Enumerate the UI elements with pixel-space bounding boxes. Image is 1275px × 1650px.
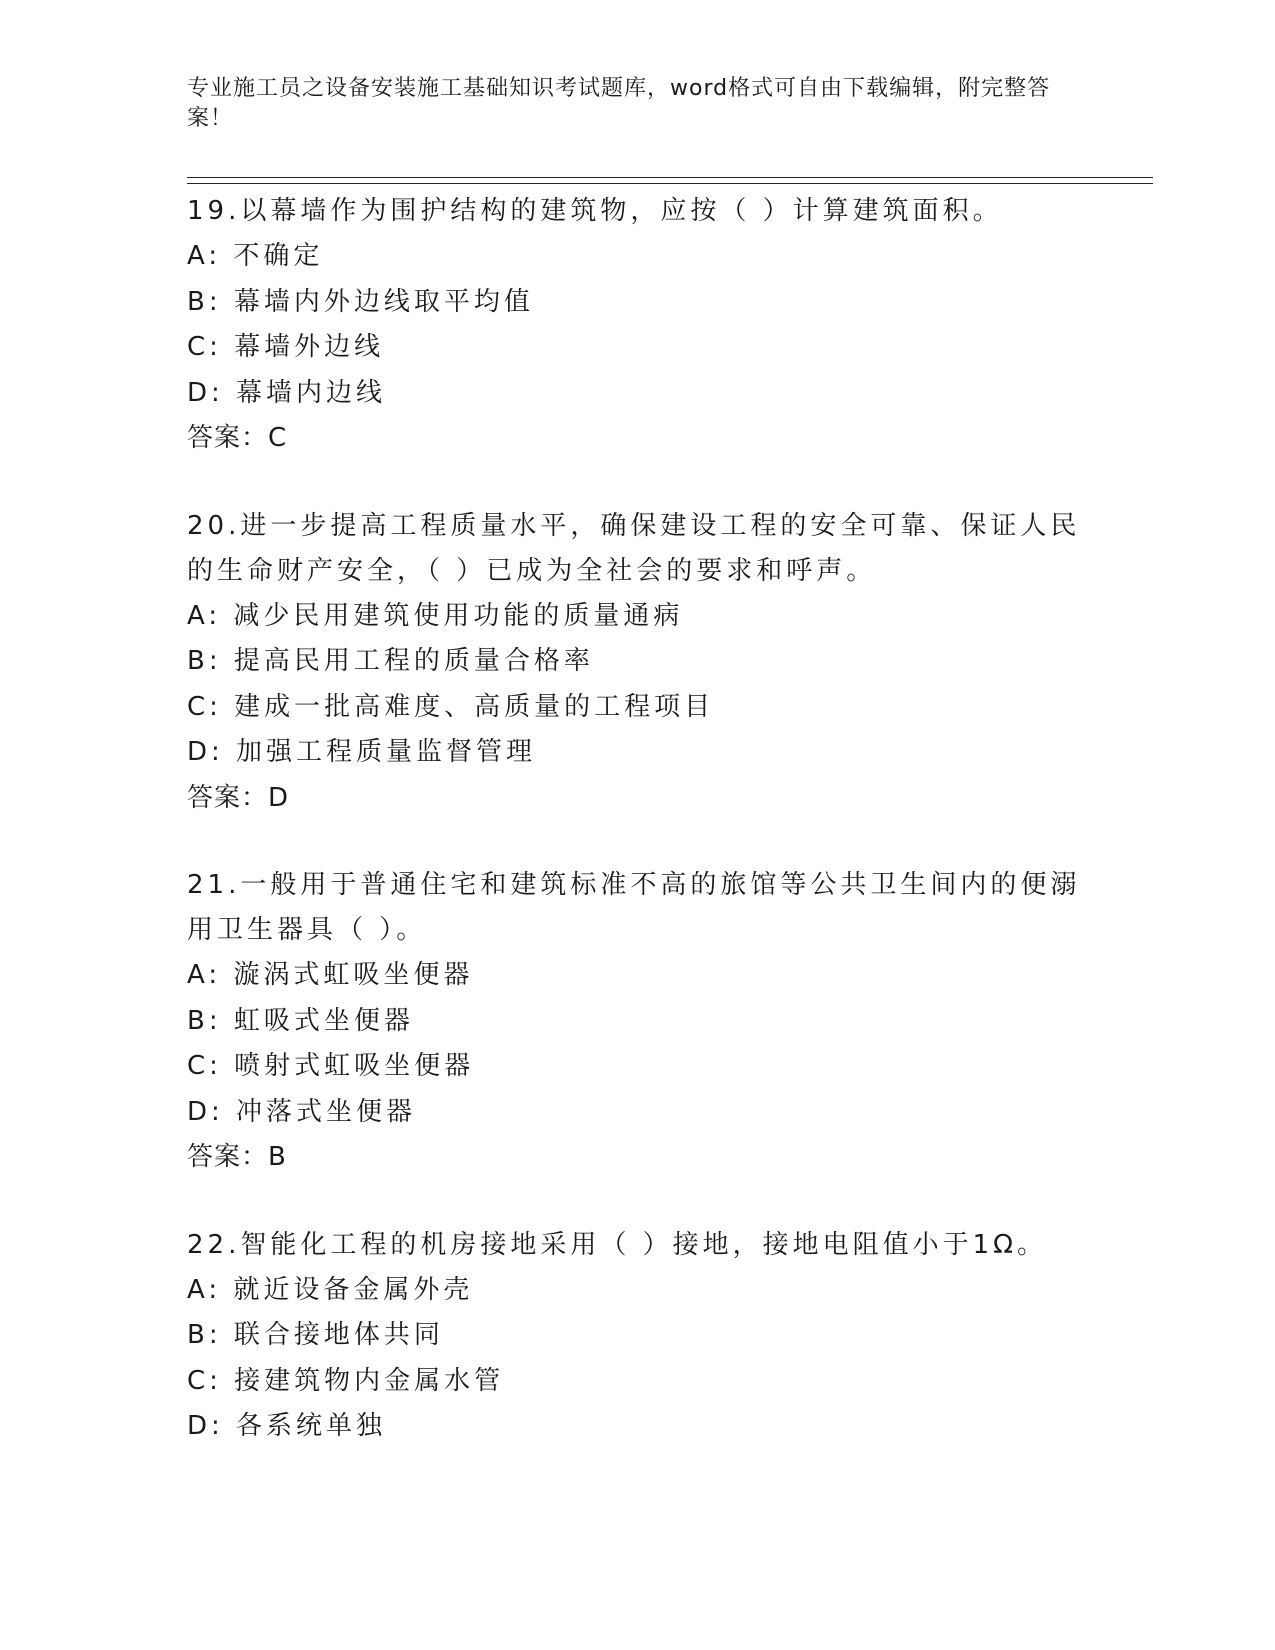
question-21 (187, 863, 1087, 1181)
option-d: D: 幕墙内边线 (187, 377, 387, 408)
question-list (187, 189, 1087, 1492)
option-c: C: 幕墙外边线 (187, 332, 385, 362)
header-divider-bottom (187, 183, 1153, 184)
option-c: C: 建成一批高难度、高质量的工程项目 (187, 691, 715, 722)
answer: 答案：B (187, 1142, 287, 1172)
option-c: C: 接建筑物内金属水管 (187, 1365, 505, 1396)
answer: 答案：C (187, 423, 288, 453)
question-stem: 20.进一步提高工程质量水平，确保建设工程的安全可靠、保证人民的生命财产安全，（ ）已成为全社会的要求和呼声。 (187, 510, 1081, 586)
option-a: A: 减少民用建筑使用功能的质量通病 (187, 600, 684, 631)
question-20 (187, 504, 1087, 822)
option-a: A: 不确定 (187, 241, 324, 271)
question-19 (187, 189, 1087, 462)
question-22 (187, 1223, 1087, 1450)
option-b: B: 联合接地体共同 (187, 1320, 444, 1350)
question-stem: 22.智能化工程的机房接地采用（ ）接地，接地电阻值小于1Ω。 (187, 1229, 1048, 1260)
option-b: B: 提高民用工程的质量合格率 (187, 646, 594, 676)
option-d: D: 冲落式坐便器 (187, 1096, 417, 1127)
option-b: B: 虹吸式坐便器 (187, 1005, 414, 1036)
option-c: C: 喷射式虹吸坐便器 (187, 1051, 475, 1081)
document-header: 专业施工员之设备安装施工基础知识考试题库，word格式可自由下载编辑，附完整答案！ (187, 76, 1051, 131)
answer: 答案：D (187, 782, 290, 813)
option-d: D: 各系统单独 (187, 1411, 387, 1441)
question-stem: 21.一般用于普通住宅和建筑标准不高的旅馆等公共卫生间内的便溺用卫生器具（ ）。 (187, 870, 1081, 945)
option-d: D: 加强工程质量监督管理 (187, 737, 537, 767)
option-a: A: 就近设备金属外壳 (187, 1274, 474, 1305)
header-divider-top (187, 177, 1153, 178)
question-stem: 19.以幕墙作为围护结构的建筑物，应按（ ）计算建筑面积。 (187, 196, 1003, 226)
option-b: B: 幕墙内外边线取平均值 (187, 286, 534, 317)
option-a: A: 漩涡式虹吸坐便器 (187, 960, 474, 990)
